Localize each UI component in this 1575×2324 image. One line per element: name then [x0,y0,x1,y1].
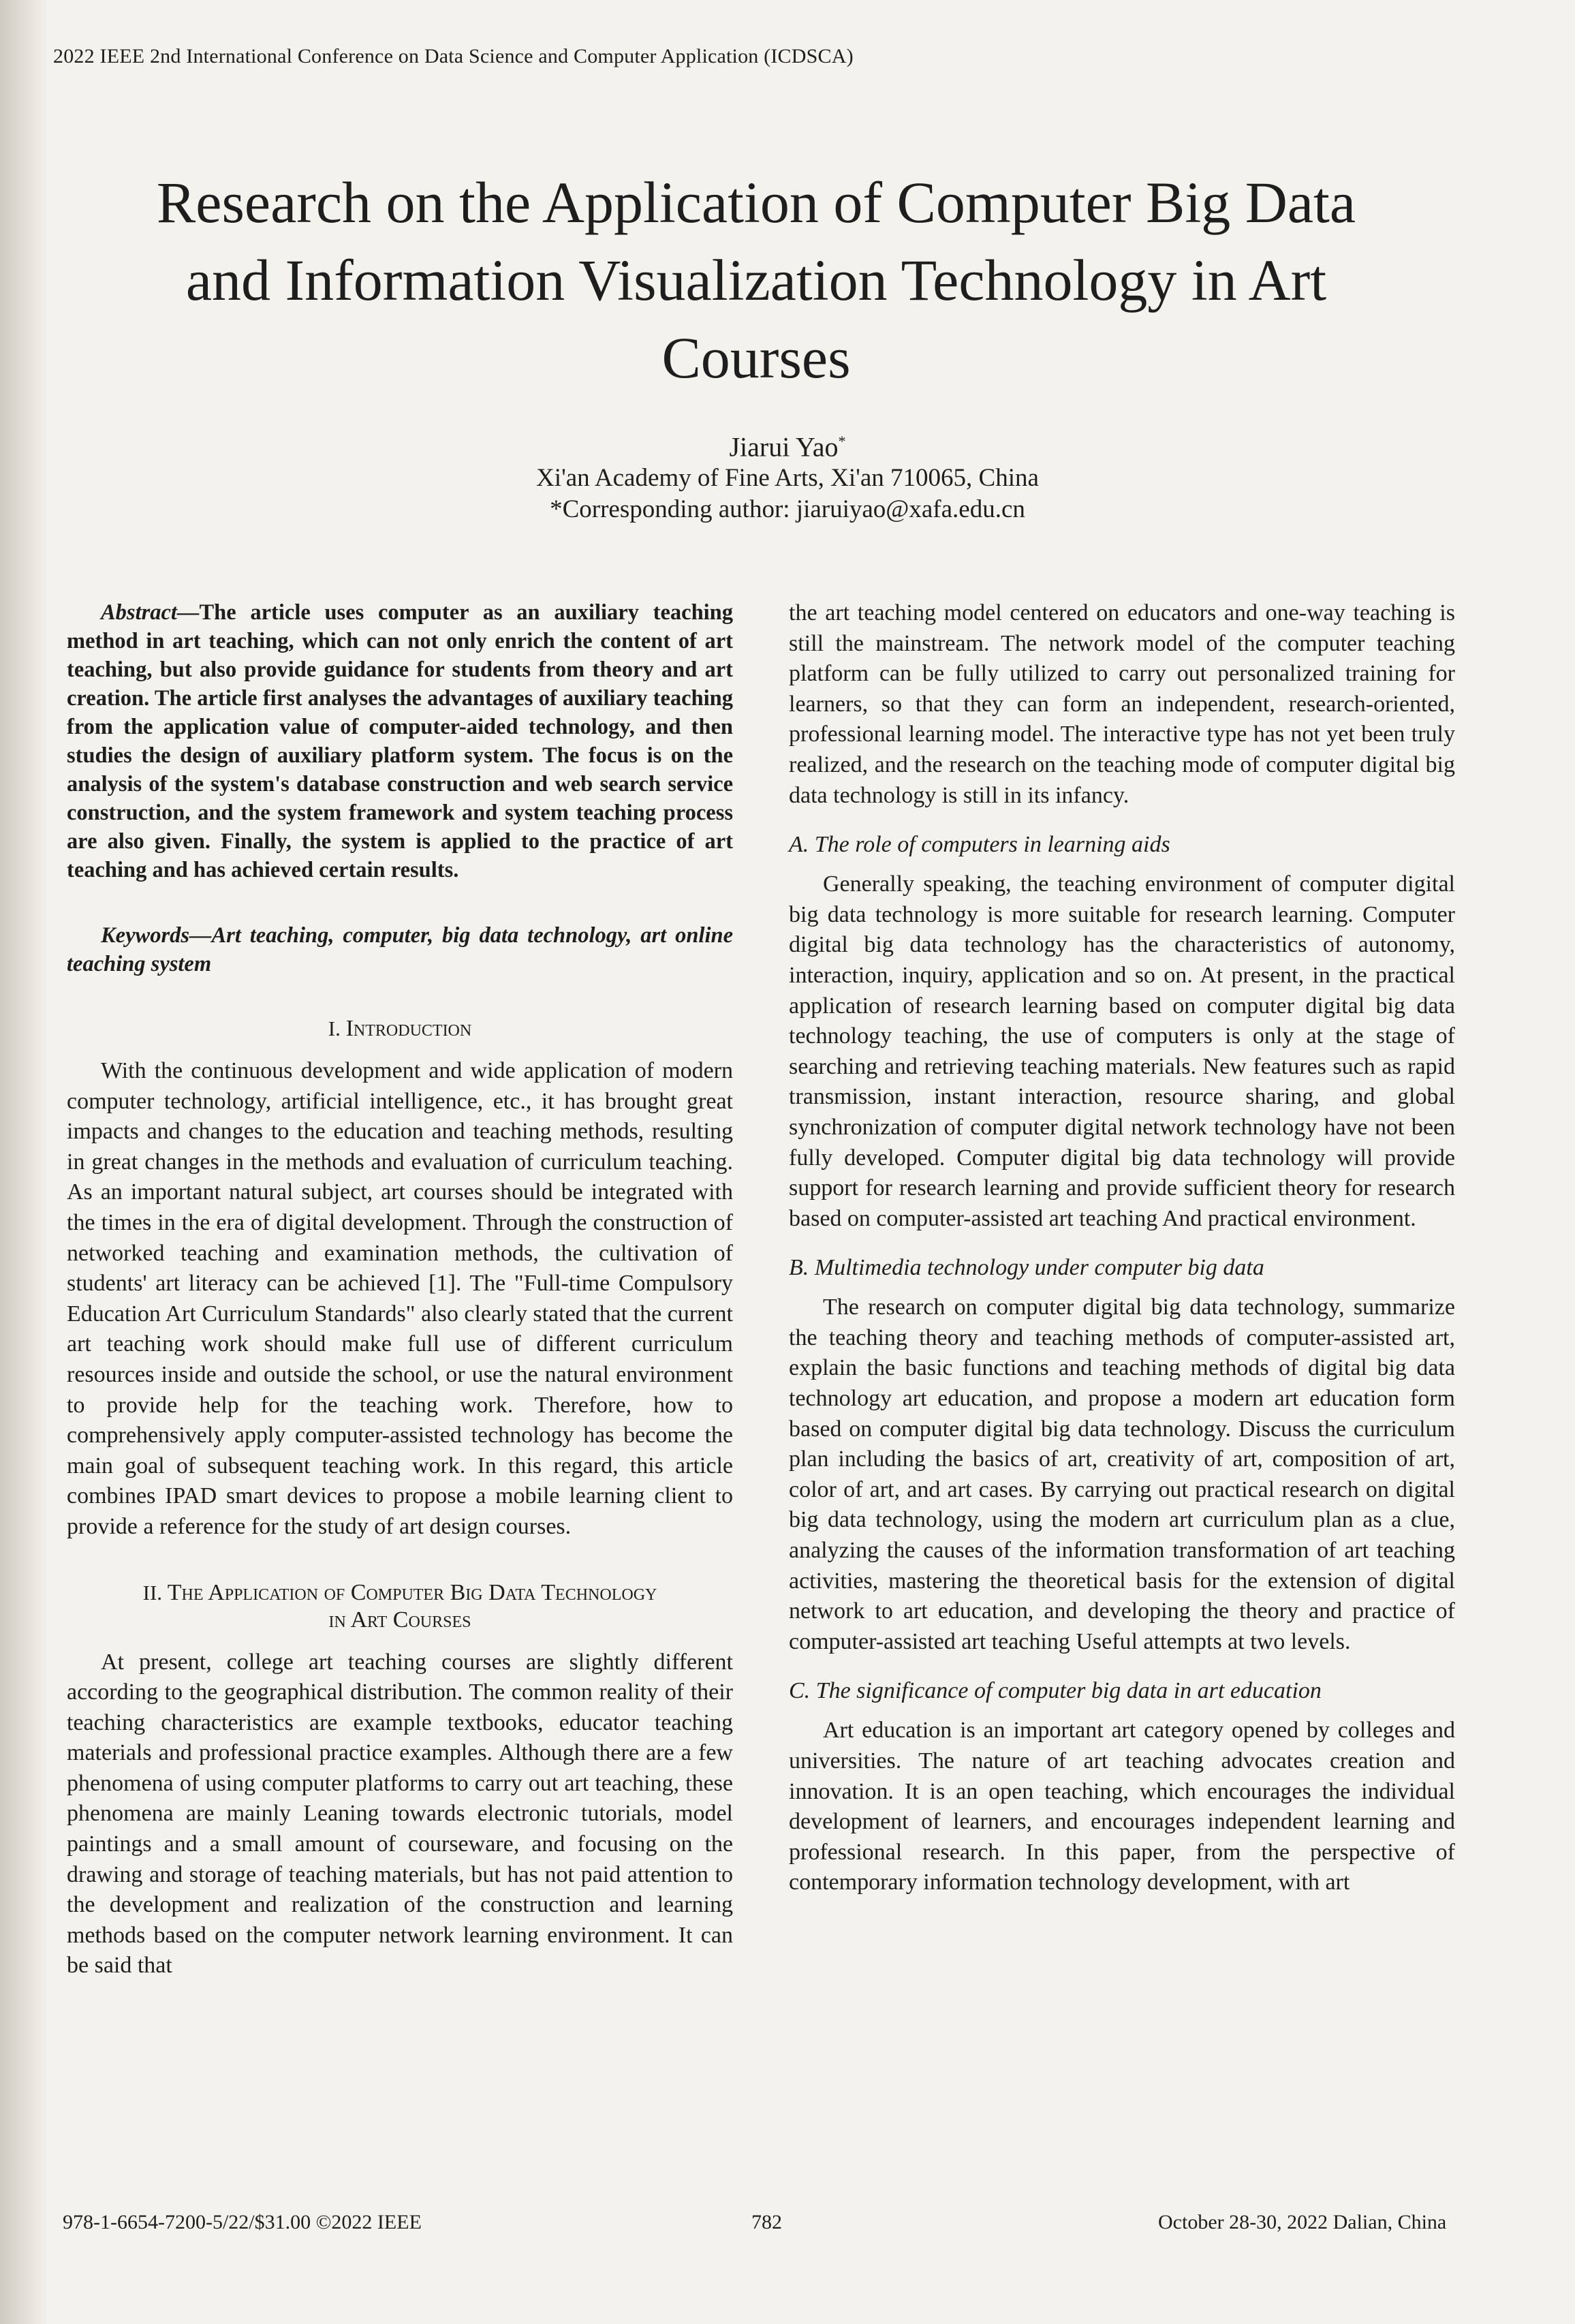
section-2-title-line-2: in Art Courses [328,1607,471,1632]
footer-date-place: October 28-30, 2022 Dalian, China [1158,2211,1447,2233]
subsection-a-paragraph: Generally speaking, the teaching environment of computer digital big data technology is more suitable for research learning. Computer digital big data technology has the characteristics of autonomy, interaction, inquiry, application and so on. At present, in the practical application of research learning based on computer digital big data technology teaching, the use of computers is only at the stage of searching and retrieving teaching materials. New features such as rapid transmission, instant interaction, resource sharing, and global synchronization of computer digital network technology have not been fully developed. Computer digital big data technology will provide support for research learning and provide sufficient theory for research based on computer-assisted art teaching And practical environment. [789,871,1455,1231]
section-1-number: I. [328,1017,346,1040]
subsection-b-heading: B. Multimedia technology under computer big data [789,1255,1264,1281]
author-name-text: Jiarui Yao [729,431,839,463]
title-line-2: and Information Visualization Technology in Art [185,247,1327,313]
title-line-3: Courses [661,325,851,390]
abstract-text: The article uses computer as an auxiliary teaching method in art teaching, which can not only enrich the content of art teaching, but also provide guidance for students from theory and art creation. The article first analyses the advantages of auxiliary teaching from the application value of computer-aided technology, and then studies the design of auxiliary platform system. The focus is on the analysis of the system's database construction and web search service construction, and the system framework and system teaching process are also given. Finally, the system is applied to the practice of art teaching and has achieved certain results. [67,600,733,882]
abstract-paragraph [67,598,733,884]
keywords-paragraph [67,921,733,978]
subsection-c-paragraph: Art education is an important art category opened by colleges and universities. The nature of art teaching advocates creation and innovation. It is an open teaching, which encourages the individual development of learners, and encourages independent learning and professional research. In this paper, from the perspective of contemporary information technology development, with art [789,1718,1455,1895]
paper-title [61,164,1451,397]
section-1-heading [67,1015,733,1042]
author-mark: * [838,433,846,450]
section-2-paragraph: At present, college art teaching courses are slightly different according to the geographical distribution. The common reality of their teaching characteristics are example textbooks, educator teaching materials and professional practice examples. Although there are a few phenomena of using computer platforms to carry out art teaching, these phenomena are mainly Leaning towards electronic tutorials, model paintings and a small amount of courseware, and focusing on the drawing and storage of teaching materials, but has not paid attention to the development and realization of the construction and learning methods based on the computer network learning environment. It can be said that [67,1649,733,1979]
title-line-1: Research on the Application of Computer Big Data [156,170,1356,235]
subsection-a-heading: A. The role of computers in learning aids [789,832,1170,858]
subsection-b-paragraph: The research on computer digital big data technology, summarize the teaching theory and teaching methods of computer-assisted art, explain the basic functions and teaching methods of digital big data technology art education, and propose a modern art education form based on computer digital big data technology. Discuss the curriculum plan including the basics of art, creativity of art, composition of art, color of art, and art cases. By carrying out practical research on digital big data technology, using the modern art curriculum plan as a clue, analyzing the causes of the information transformation of art teaching activities, mastering the theoretical basis for the extension of digital network to art education, and developing the theory and practice of computer-assisted art teaching Useful attempts at two levels. [789,1295,1455,1654]
author-affiliation: Xi'an Academy of Fine Arts, Xi'an 710065, China [536,464,1039,493]
right-column [789,598,1455,1898]
conference-header: 2022 IEEE 2nd International Conference on Data Science and Computer Application (ICDSCA) [53,45,854,67]
section-2-paragraph-continued: the art teaching model centered on educators and one-way teaching is still the mainstream. The network model of the computer teaching platform can be fully utilized to carry out personalized training for learners, so that they can form an independent, research-oriented, professional learning model. The interactive type has not yet been truly realized, and the research on the teaching mode of computer digital big data technology is still in its infancy. [789,600,1455,808]
keywords [67,921,733,978]
keywords-text: Art teaching, computer, big data technology, art online teaching system [67,923,733,976]
left-column [67,598,733,1981]
abstract-label: Abstract— [101,600,200,625]
section-1-paragraph: With the continuous development and wide application of modern computer technology, artificial intelligence, etc., it has brought great impacts and changes to the education and teaching methods, resulting in great changes in the methods and evaluation of curriculum teaching. As an important natural subject, art courses should be integrated with the times in the era of digital development. Through the construction of networked teaching and examination methods, the cultivation of students' art literacy can be achieved [1]. The "Full-time Compulsory Education Art Curriculum Standards" also clearly stated that the current art teaching work should make full use of different curriculum resources inside and outside the school, or use the natural environment to provide help for the teaching work. Therefore, how to comprehensively apply computer-assisted technology has become the main goal of subsequent teaching work. In this regard, this article combines IPAD smart devices to propose a mobile learning client to provide a reference for the study of art design courses. [67,1058,733,1539]
page-edge-shadow [0,0,48,2324]
section-2-title-line-1: The Application of Computer Big Data Technology [167,1579,657,1605]
author-name [0,426,1575,463]
keywords-label: Keywords— [101,923,212,948]
corresponding-author: *Corresponding author: jiaruiyao@xafa.edu.cn [550,495,1025,524]
footer-page-number: 782 [751,2211,782,2233]
section-1-title: Introduction [345,1016,472,1041]
abstract [67,598,733,884]
section-2-heading [67,1579,733,1634]
subsection-c-heading: C. The significance of computer big data in art education [789,1678,1322,1704]
section-2-number: II. [142,1580,168,1605]
author-block [0,426,1575,525]
footer-isbn: 978-1-6654-7200-5/22/$31.00 ©2022 IEEE [63,2211,422,2233]
